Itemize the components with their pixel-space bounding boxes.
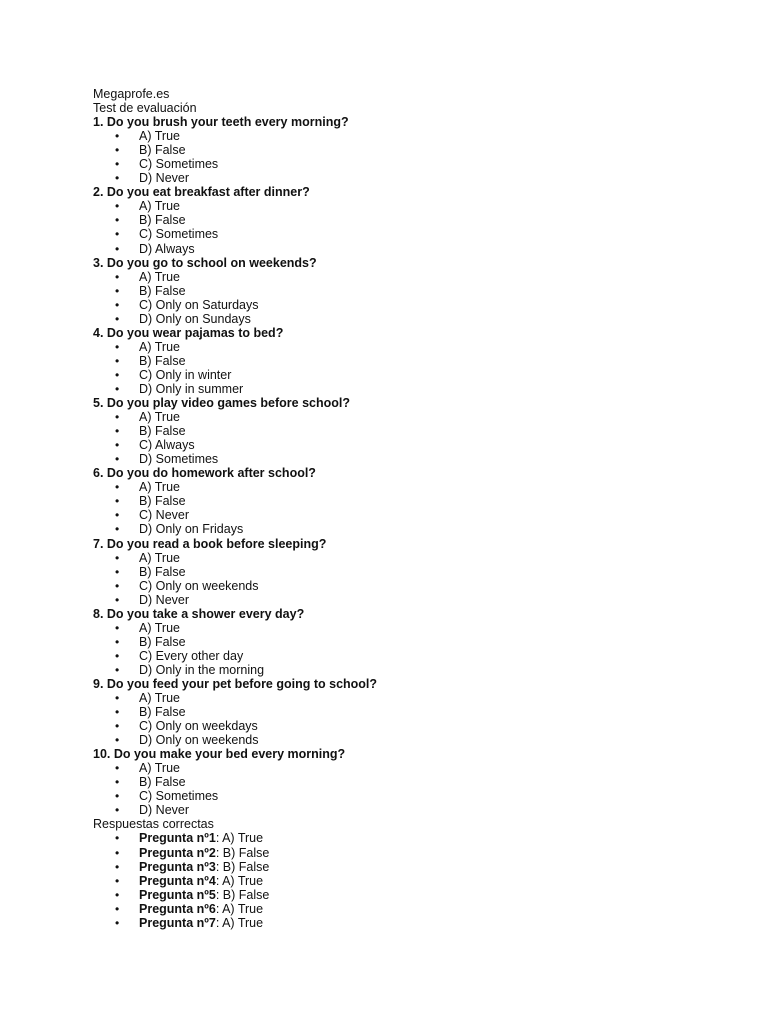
question-text: 4. Do you wear pajamas to bed? (93, 325, 284, 340)
question-text: 8. Do you take a shower every day? (93, 606, 305, 621)
option-list (93, 129, 733, 185)
answer-item (93, 916, 733, 930)
answer-item (93, 846, 733, 860)
option-item: • B) False (93, 143, 733, 157)
option-list (93, 551, 733, 607)
option-item: • C) Only on weekdays (93, 719, 733, 733)
answer-item (93, 831, 733, 845)
site-name: Megaprofe.es (93, 87, 170, 101)
option-list (93, 761, 733, 817)
question-block (93, 256, 733, 326)
option-item: • D) Always (93, 242, 733, 256)
answer-value: : A) True (215, 873, 264, 888)
option-item: • A) True (93, 761, 733, 775)
option-list (93, 691, 733, 747)
option-item: • D) Only on Sundays (93, 312, 733, 326)
option-list (93, 480, 733, 536)
option-item: • B) False (93, 213, 733, 227)
option-list (93, 621, 733, 677)
question-text: 3. Do you go to school on weekends? (93, 255, 317, 270)
option-item: • C) Every other day (93, 649, 733, 663)
answer-label: Pregunta nº2 (139, 845, 216, 860)
option-item: • C) Only on Saturdays (93, 298, 733, 312)
question-text: 1. Do you brush your teeth every morning? (93, 115, 349, 130)
option-item: • C) Never (93, 508, 733, 522)
option-list (93, 340, 733, 396)
answer-value: : B) False (215, 887, 270, 902)
question-block (93, 115, 733, 185)
worksheet-page (93, 87, 733, 930)
answer-label: Pregunta nº7 (139, 915, 216, 930)
question-block (93, 185, 733, 255)
option-item: • D) Only on Fridays (93, 522, 733, 536)
answer-item (93, 860, 733, 874)
option-item: • B) False (93, 565, 733, 579)
answer-label: Pregunta nº6 (139, 901, 216, 916)
option-list (93, 410, 733, 466)
option-item: • A) True (93, 129, 733, 143)
question-text: 10. Do you make your bed every morning? (93, 747, 346, 762)
question-block (93, 326, 733, 396)
option-item: • B) False (93, 424, 733, 438)
option-item: • A) True (93, 691, 733, 705)
option-item: • B) False (93, 354, 733, 368)
answer-label: Pregunta nº1 (139, 831, 216, 846)
option-item: • C) Always (93, 438, 733, 452)
question-block (93, 747, 733, 817)
answers-title: Respuestas correctas (93, 817, 214, 832)
question-text: 2. Do you eat breakfast after dinner? (93, 185, 310, 200)
question-block (93, 607, 733, 677)
option-item: • D) Only on weekends (93, 733, 733, 747)
question-block (93, 537, 733, 607)
option-item: • B) False (93, 284, 733, 298)
option-list (93, 199, 733, 255)
option-item: • D) Only in summer (93, 382, 733, 396)
option-list (93, 270, 733, 326)
option-item: • D) Sometimes (93, 452, 733, 466)
option-item: • A) True (93, 480, 733, 494)
answer-list (93, 831, 733, 929)
answer-label: Pregunta nº5 (139, 887, 216, 902)
answer-value: : A) True (215, 901, 264, 916)
question-text: 6. Do you do homework after school? (93, 466, 316, 481)
option-item: • B) False (93, 635, 733, 649)
option-item: • B) False (93, 705, 733, 719)
option-item: • C) Only in winter (93, 368, 733, 382)
question-text: 5. Do you play video games before school? (93, 396, 351, 411)
option-item: • B) False (93, 775, 733, 789)
question-block (93, 466, 733, 536)
option-item: • D) Only in the morning (93, 663, 733, 677)
option-item: • C) Sometimes (93, 227, 733, 241)
option-item: • C) Sometimes (93, 157, 733, 171)
option-item: • D) Never (93, 803, 733, 817)
option-item: • D) Never (93, 171, 733, 185)
question-block (93, 396, 733, 466)
option-item: • A) True (93, 340, 733, 354)
answer-label: Pregunta nº4 (139, 873, 216, 888)
answer-value: : A) True (215, 831, 264, 846)
option-item: • A) True (93, 410, 733, 424)
question-text: 9. Do you feed your pet before going to school? (93, 676, 378, 691)
question-block (93, 677, 733, 747)
answer-value: : B) False (215, 859, 270, 874)
option-item: • C) Only on weekends (93, 579, 733, 593)
question-list (93, 115, 733, 817)
answer-label: Pregunta nº3 (139, 859, 216, 874)
option-item: • A) True (93, 551, 733, 565)
option-item: • A) True (93, 199, 733, 213)
test-title: Test de evaluación (93, 101, 197, 116)
answer-item (93, 902, 733, 916)
answer-item (93, 888, 733, 902)
option-item: • A) True (93, 621, 733, 635)
question-text: 7. Do you read a book before sleeping? (93, 536, 327, 551)
option-item: • A) True (93, 270, 733, 284)
option-item: • C) Sometimes (93, 789, 733, 803)
answer-value: : B) False (215, 845, 270, 860)
option-item: • B) False (93, 494, 733, 508)
answer-value: : A) True (215, 915, 264, 930)
answer-item (93, 874, 733, 888)
option-item: • D) Never (93, 593, 733, 607)
